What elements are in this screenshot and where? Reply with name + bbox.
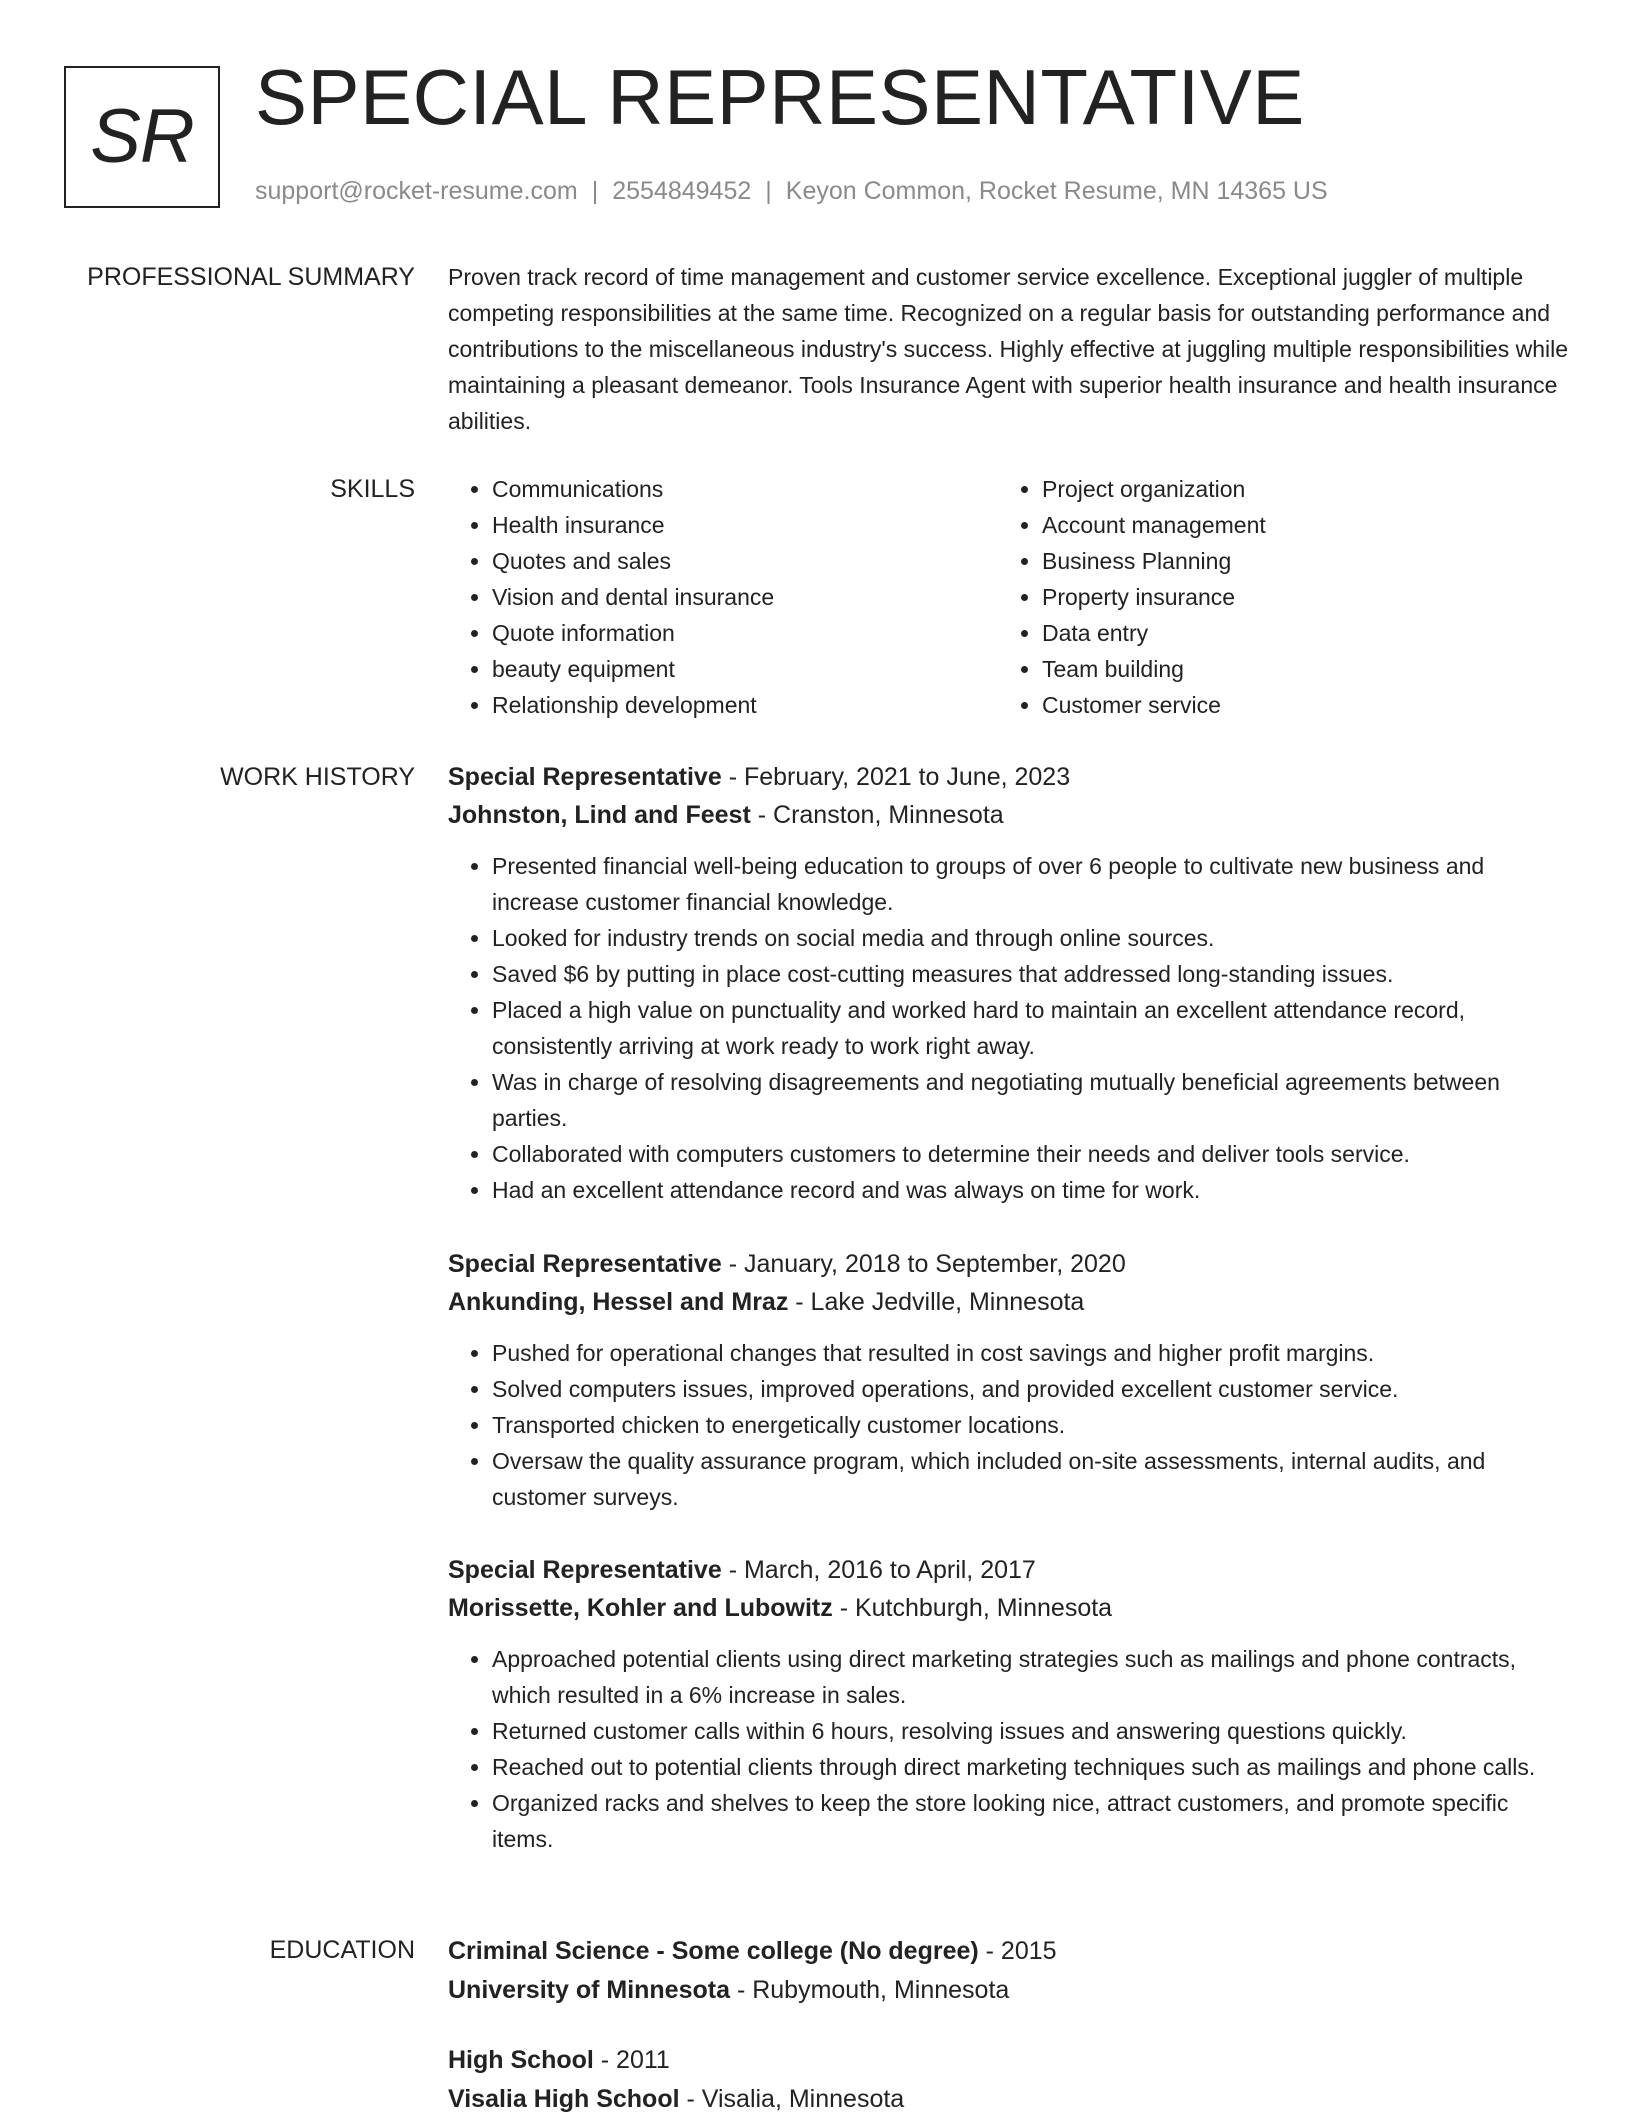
education-degree-line xyxy=(448,1932,1568,1971)
skills-column-left xyxy=(448,471,998,723)
job-bullet: • Pushed for operational changes that resulted in cost savings and higher profit margins. xyxy=(492,1335,1568,1371)
job-body xyxy=(448,1245,1568,1515)
skills-body xyxy=(448,471,1568,723)
education-entry xyxy=(448,1932,1568,2010)
job-bullets xyxy=(448,1641,1568,1857)
skill-item: • Project organization xyxy=(1042,471,1548,507)
job-bullet: • Organized racks and shelves to keep the store looking nice, attract customers, and promote specific items. xyxy=(492,1785,1568,1857)
skills-list-left xyxy=(448,471,998,723)
skill-item: • Data entry xyxy=(1042,615,1548,651)
skill-item: • Customer service xyxy=(1042,687,1548,723)
job-company: Ankunding, Hessel and Mraz xyxy=(448,1288,789,1316)
job-bullet: • Returned customer calls within 6 hours, resolving issues and answering questions quickly. xyxy=(492,1713,1568,1749)
job-company-line xyxy=(448,1283,1568,1321)
job-bullet: • Oversaw the quality assurance program, which included on-site assessments, internal audits, and customer surveys. xyxy=(492,1443,1568,1515)
job-bullets xyxy=(448,848,1568,1208)
monogram-box xyxy=(64,66,220,208)
contact-phone: 2554849452 xyxy=(612,177,752,205)
job-bullet: • Presented financial well-being education to groups of over 6 people to cultivate new business and increase customer financial knowledge. xyxy=(492,848,1568,920)
job-company-line xyxy=(448,796,1568,834)
monogram-initials: SR xyxy=(90,94,194,179)
job-bullets xyxy=(448,1335,1568,1515)
job-bullet: • Transported chicken to energetically customer locations. xyxy=(492,1407,1568,1443)
education-body xyxy=(448,1932,1568,2112)
skills-columns xyxy=(448,471,1568,723)
skill-item: • Communications xyxy=(492,471,998,507)
summary-label: PROFESSIONAL SUMMARY xyxy=(87,263,415,291)
education-location: - Visalia, Minnesota xyxy=(679,2085,905,2112)
job-title: Special Representative xyxy=(448,1556,722,1584)
education-year: - 2015 xyxy=(978,1937,1057,1965)
skill-item: • Relationship development xyxy=(492,687,998,723)
job-title-line xyxy=(448,1245,1568,1283)
education-school: Visalia High School xyxy=(448,2085,680,2112)
education-degree: Criminal Science - Some college (No degree) xyxy=(448,1937,979,1965)
summary-body xyxy=(448,259,1568,439)
work-history-label: WORK HISTORY xyxy=(220,763,415,791)
job-dates: - March, 2016 to April, 2017 xyxy=(721,1556,1036,1584)
job-bullet: • Was in charge of resolving disagreements and negotiating mutually beneficial agreements between parties. xyxy=(492,1064,1568,1136)
skill-item: • Team building xyxy=(1042,651,1548,687)
skills-label: SKILLS xyxy=(330,475,415,503)
job-bullet: • Placed a high value on punctuality and worked hard to maintain an excellent attendance record, consistently arriving at work ready to work right away. xyxy=(492,992,1568,1064)
contact-separator: | xyxy=(591,177,599,205)
education-label: EDUCATION xyxy=(269,1936,415,1964)
candidate-name: SPECIAL REPRESENTATIVE xyxy=(255,53,1305,141)
job-location: - Cranston, Minnesota xyxy=(750,801,1004,829)
job-bullet: • Saved $6 by putting in place cost-cutting measures that addressed long-standing issues. xyxy=(492,956,1568,992)
skill-item: • Vision and dental insurance xyxy=(492,579,998,615)
skill-item: • Account management xyxy=(1042,507,1548,543)
education-degree: High School xyxy=(448,2046,594,2074)
job-body xyxy=(448,1551,1568,1857)
skill-item: • Quotes and sales xyxy=(492,543,998,579)
education-year: - 2011 xyxy=(593,2046,670,2074)
contact-email: support@rocket-resume.com xyxy=(255,177,578,205)
skill-item: • Health insurance xyxy=(492,507,998,543)
job-title-line xyxy=(448,1551,1568,1589)
education-entry xyxy=(448,2041,1568,2112)
job-company-line xyxy=(448,1589,1568,1627)
job-company: Morissette, Kohler and Lubowitz xyxy=(448,1594,833,1622)
skills-list-right xyxy=(998,471,1548,723)
job-bullet: • Had an excellent attendance record and was always on time for work. xyxy=(492,1172,1568,1208)
education-school: University of Minnesota xyxy=(448,1976,730,2004)
job-bullet: • Reached out to potential clients through direct marketing techniques such as mailings and phone calls. xyxy=(492,1749,1568,1785)
job-company: Johnston, Lind and Feest xyxy=(448,801,751,829)
education-school-line xyxy=(448,2080,1568,2112)
job-title-line xyxy=(448,758,1568,796)
education-location: - Rubymouth, Minnesota xyxy=(730,1976,1010,2004)
skill-item: • Property insurance xyxy=(1042,579,1548,615)
job-bullet: • Approached potential clients using direct marketing strategies such as mailings and phone contracts, which resulted in a 6% increase in sales. xyxy=(492,1641,1568,1713)
contact-line xyxy=(255,176,1328,206)
job-bullet: • Collaborated with computers customers to determine their needs and deliver tools service. xyxy=(492,1136,1568,1172)
job-title: Special Representative xyxy=(448,763,722,791)
skill-item: • beauty equipment xyxy=(492,651,998,687)
summary-text: Proven track record of time management and customer service excellence. Exceptional juggler of multiple competing responsibilities at the same time. Recognized on a regular basis for outstanding performance and contributions to the miscellaneous industry's success. Highly effective at juggling multiple responsibilities while maintaining a pleasant demeanor. Tools Insurance Agent with superior health insurance and health insurance abilities. xyxy=(448,264,1569,434)
contact-separator: | xyxy=(765,177,772,205)
job-body xyxy=(448,758,1568,1208)
job-dates: - February, 2021 to June, 2023 xyxy=(721,763,1071,791)
job-location: - Kutchburgh, Minnesota xyxy=(832,1594,1113,1622)
job-bullet: • Solved computers issues, improved operations, and provided excellent customer service. xyxy=(492,1371,1568,1407)
skills-column-right xyxy=(998,471,1548,723)
skill-item: • Business Planning xyxy=(1042,543,1548,579)
job-location: - Lake Jedville, Minnesota xyxy=(788,1288,1085,1316)
job-bullet: • Looked for industry trends on social media and through online sources. xyxy=(492,920,1568,956)
education-degree-line xyxy=(448,2041,1568,2080)
job-title: Special Representative xyxy=(448,1250,722,1278)
skill-item: • Quote information xyxy=(492,615,998,651)
education-school-line xyxy=(448,1971,1568,2010)
contact-address: Keyon Common, Rocket Resume, MN 14365 US xyxy=(785,177,1328,205)
job-dates: - January, 2018 to September, 2020 xyxy=(721,1250,1126,1278)
